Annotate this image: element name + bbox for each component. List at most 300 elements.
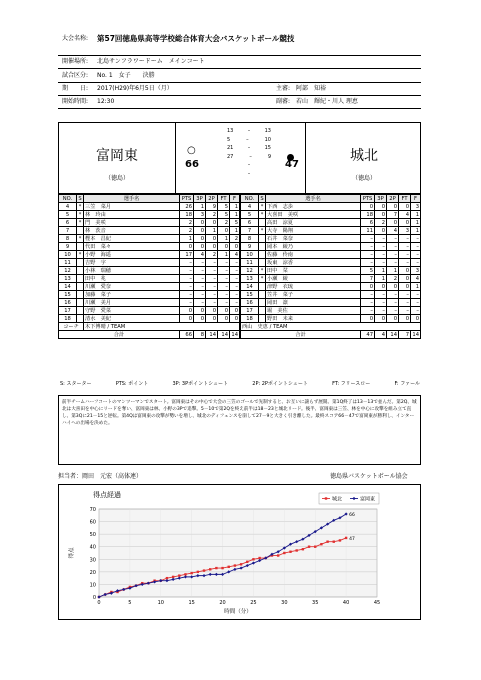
home-player-name: 小林 瑞穂 [84, 267, 180, 275]
away-player-f: 3 [411, 267, 421, 275]
referee-label: 主審: [276, 85, 291, 92]
home-player-pts: 17 [180, 251, 194, 259]
away-player-p3: – [375, 299, 387, 307]
away-player-p3: 0 [375, 227, 387, 235]
home-player-name: 守野 愛菜 [84, 307, 180, 315]
away-player-name: 岡田 凛 [266, 299, 361, 307]
away-player-p2: – [387, 251, 399, 259]
away-player-p2: 2 [387, 275, 399, 283]
away-player-s [259, 315, 266, 323]
home-player-p3: 1 [194, 203, 206, 211]
home-player-no: 17 [59, 307, 77, 315]
series-point [333, 540, 335, 542]
away-player-f: 1 [411, 211, 421, 219]
home-player-pts: – [180, 291, 194, 299]
home-player-pts: 0 [180, 307, 194, 315]
home-player-row [59, 219, 240, 227]
home-player-s [77, 267, 84, 275]
home-player-s: * [77, 219, 84, 227]
away-team-name: 城北 [350, 148, 378, 164]
home-player-f: 1 [230, 227, 240, 235]
abbrev-legend: S: スターター PTS: ポイント 3P: 3Pポイントシュート 2P: 2Pポイントシュート FT: フリースロー F: ファール [60, 381, 420, 387]
away-player-ft: 0 [399, 203, 411, 211]
away-player-s [259, 243, 266, 251]
away-player-s [259, 251, 266, 259]
away-player-s [259, 259, 266, 267]
away-player-pts: 7 [361, 275, 375, 283]
x-tick-label: 25 [250, 600, 257, 606]
away-player-no: 11 [241, 259, 259, 267]
away-player-ft: 0 [399, 275, 411, 283]
home-player-row [59, 211, 240, 219]
meet-name-label: 大会名称: [62, 35, 89, 42]
umpire-label: 副審: [276, 98, 291, 105]
home-coach: 木下博晴 / TEAM [84, 323, 240, 331]
score-box [58, 122, 421, 194]
away-player-name: 笠井 菜子 [266, 291, 361, 299]
home-player-ft: 0 [218, 307, 230, 315]
away-player-row [241, 315, 421, 323]
y-tick-label: 30 [89, 557, 96, 564]
home-player-f: – [230, 267, 240, 275]
y-tick-label: 50 [89, 532, 96, 539]
away-player-no: 16 [241, 299, 259, 307]
home-player-no: 9 [59, 243, 77, 251]
away-player-s: * [259, 275, 266, 283]
away-player-ft: 3 [399, 227, 411, 235]
home-player-row [59, 267, 240, 275]
away-player-row [241, 299, 421, 307]
home-player-no: 15 [59, 291, 77, 299]
away-player-no: 4 [241, 203, 259, 211]
home-player-pts: – [180, 259, 194, 267]
away-player-name: 下西 志歩 [266, 203, 361, 211]
home-player-s: * [77, 211, 84, 219]
home-player-f: 5 [230, 219, 240, 227]
home-player-ft: 0 [218, 315, 230, 323]
away-player-p2: – [387, 307, 399, 315]
home-player-ft: – [218, 267, 230, 275]
away-player-p3: – [375, 259, 387, 267]
away-player-p2: – [387, 291, 399, 299]
home-player-f: 0 [230, 315, 240, 323]
home-player-ft: 0 [218, 227, 230, 235]
home-player-pts: – [180, 267, 194, 275]
away-player-row [241, 227, 421, 235]
away-total-label: 合計 [241, 331, 361, 339]
home-player-name: 加藤 菜子 [84, 291, 180, 299]
home-player-name: 小野 海遥 [84, 251, 180, 259]
series-point [172, 576, 174, 578]
home-player-pts: – [180, 275, 194, 283]
home-player-p2: 0 [206, 243, 218, 251]
away-player-f: – [411, 299, 421, 307]
home-player-p3: – [194, 275, 206, 283]
away-player-ft: – [399, 299, 411, 307]
away-total-score: 47 [285, 159, 299, 170]
away-player-pts: 0 [361, 315, 375, 323]
series-point [234, 564, 236, 566]
home-player-name: 門 美咲 [84, 219, 180, 227]
reporter: 担当者：岡田 元宏（高体連） [58, 473, 143, 480]
home-player-pts: 26 [180, 203, 194, 211]
away-player-p2: 4 [387, 227, 399, 235]
away-player-p2: 0 [387, 203, 399, 211]
away-player-p2: 7 [387, 211, 399, 219]
game-summary: 前半チームハーフコートのマンツーマンでスタート。富岡東はその中心で大会の三笠のゴールで先制すると、お互いに譲らず展開。第1Q終了は13－13で並んだ。第2Q、城北は大喜田を中心にリードを奪い、富岡東は林、小野の3Pで追撃。5－10で第2Qを終え前半は18－23と城北リード。後半、富岡東は三笠、林を中心に攻撃を組み立て直し、第3Qに21－15と逆転。第4Qは富岡東の攻撃が勢いを増し、城北のディフェンスを崩して27－9と大きく引き離した。最終スコア66－47で富岡東が勝利し、インターハイへの出場を決めた。 [58, 395, 421, 465]
away-player-row [241, 203, 421, 211]
away-player-p3: 0 [375, 315, 387, 323]
venue-label: 開催場所: [62, 58, 89, 65]
home-player-f: 1 [230, 211, 240, 219]
home-player-s [77, 259, 84, 267]
y-tick-label: 40 [89, 544, 96, 551]
chart-svg [59, 485, 422, 621]
home-player-s [77, 243, 84, 251]
series-point [345, 537, 347, 539]
home-player-row [59, 235, 240, 243]
series-point [215, 567, 217, 569]
home-player-ft: 5 [218, 203, 230, 211]
home-player-p2: 2 [206, 251, 218, 259]
home-player-pts: 0 [180, 243, 194, 251]
away-player-p2: 0 [387, 283, 399, 291]
home-player-no: 12 [59, 267, 77, 275]
home-player-row [59, 243, 240, 251]
away-player-row [241, 211, 421, 219]
away-player-name: 堀 美佐 [266, 307, 361, 315]
end-label-away: 47 [349, 536, 355, 542]
home-player-p2: 1 [206, 227, 218, 235]
home-player-p3: 0 [194, 219, 206, 227]
away-player-s [259, 307, 266, 315]
home-player-ft: – [218, 299, 230, 307]
home-player-row [59, 291, 240, 299]
series-point [197, 571, 199, 573]
away-player-s [259, 283, 266, 291]
away-player-row [241, 267, 421, 275]
away-player-p2: – [387, 235, 399, 243]
home-player-p3: – [194, 291, 206, 299]
x-tick-label: 45 [373, 600, 381, 606]
home-player-pts: 18 [180, 211, 194, 219]
away-player-row [241, 243, 421, 251]
away-player-f: 1 [411, 219, 421, 227]
away-player-row [241, 259, 421, 267]
away-player-no: 15 [241, 291, 259, 299]
away-player-no: 13 [241, 275, 259, 283]
away-player-p3: – [375, 251, 387, 259]
away-player-pts: – [361, 299, 375, 307]
home-player-row [59, 203, 240, 211]
home-player-name: 樫本 昌紀 [84, 235, 180, 243]
y-axis-label: 得点 [69, 547, 75, 559]
home-player-p2: – [206, 259, 218, 267]
away-player-name: 野田 未来 [266, 315, 361, 323]
home-player-row [59, 307, 240, 315]
away-player-f: 0 [411, 315, 421, 323]
away-player-row [241, 291, 421, 299]
association: 徳島県バスケットボール協会 [330, 473, 408, 480]
away-player-no: 18 [241, 315, 259, 323]
away-player-name: 坂東 涼香 [266, 259, 361, 267]
away-player-p3: 2 [375, 219, 387, 227]
home-player-f: 2 [230, 235, 240, 243]
away-player-f: – [411, 307, 421, 315]
away-player-f: 1 [411, 283, 421, 291]
home-player-name: 川瀬 愛奈 [84, 283, 180, 291]
away-player-no: 6 [241, 219, 259, 227]
home-player-s: * [77, 251, 84, 259]
away-player-row [241, 235, 421, 243]
away-player-pts: 0 [361, 283, 375, 291]
home-player-s: * [77, 203, 84, 211]
series-point [314, 546, 316, 548]
home-player-p3: 4 [194, 251, 206, 259]
away-player-pts: – [361, 307, 375, 315]
series-point [209, 568, 211, 570]
home-player-row [59, 251, 240, 259]
meet-name: 第57回徳島県高等学校総合体育大会バスケットボール競技 [97, 34, 295, 43]
home-player-s [77, 299, 84, 307]
home-player-p2: 0 [206, 315, 218, 323]
home-player-f: 1 [230, 203, 240, 211]
home-player-f: – [230, 259, 240, 267]
y-tick-label: 60 [89, 519, 96, 526]
away-player-row [241, 283, 421, 291]
home-stats-table: NO. S 選手名 PTS 3P 2P FT F 4 * 三笠 菜月 26 1 9 5 1 5 * 林 玲由 18 3 2 5 1 6 * 門 美咲 2 0 0 2 5 7 林 茨音 2 0 1 0 1 8 * 樫本 昌紀 1 0 0 1 2 9 代田 菜々 0 0 0 0 0 10 * 小野 海遥 17 4 2 1 4 11 吉野 宇 – – – – – 12 小林 瑞穂 – – – – – 13 田中 兆 – – – – – 14 川瀬 愛奈 – – – – – 15 加藤 菜子 – – – – – 16 川瀬 美月 – – – – – 17 守野 愛菜 0 0 0 0 0 18 清水 美紀 0 0 0 0 0 コーチ 木下博晴 / TEAM 合計 66 8 14 14 14 [58, 194, 240, 339]
home-player-no: 8 [59, 235, 77, 243]
away-player-p3: – [375, 291, 387, 299]
away-player-p2: – [387, 299, 399, 307]
away-player-p3: – [375, 307, 387, 315]
away-player-no: 10 [241, 251, 259, 259]
home-player-f: 0 [230, 243, 240, 251]
date: 2017(H29)年6月5日（月） [97, 85, 173, 92]
away-player-p2: 0 [387, 219, 399, 227]
away-player-p2: – [387, 259, 399, 267]
score-progress-chart [58, 484, 421, 620]
x-tick-label: 35 [312, 600, 319, 606]
home-total-score: 66 [185, 159, 199, 170]
away-player-ft: – [399, 291, 411, 299]
away-player-s [259, 219, 266, 227]
x-tick-label: 30 [281, 600, 288, 606]
away-player-no: 5 [241, 211, 259, 219]
away-player-name: 高田 涼夏 [266, 219, 361, 227]
quarter-scores: 13 – 13 5 – 10 21 – 15 27 – 9 – – [227, 128, 271, 177]
home-player-p2: 2 [206, 211, 218, 219]
home-player-p2: – [206, 283, 218, 291]
home-total-label: 合計 [59, 331, 180, 339]
home-player-p2: – [206, 291, 218, 299]
away-player-name: 大寺 陽翔 [266, 227, 361, 235]
home-player-row [59, 283, 240, 291]
home-player-f: – [230, 275, 240, 283]
home-player-p2: 0 [206, 307, 218, 315]
series-point [252, 558, 254, 560]
away-player-pts: 5 [361, 267, 375, 275]
away-player-pts: – [361, 243, 375, 251]
home-player-no: 7 [59, 227, 77, 235]
away-player-f: – [411, 235, 421, 243]
x-tick-label: 15 [188, 600, 195, 606]
x-tick-label: 20 [219, 600, 226, 606]
umpire: 若山 輝紀・川人 理恵 [296, 98, 358, 105]
series-point [178, 574, 180, 576]
away-player-ft: 0 [399, 315, 411, 323]
home-player-pts: – [180, 283, 194, 291]
home-player-p3: 0 [194, 307, 206, 315]
home-player-s [77, 291, 84, 299]
chart-title: 得点経過 [93, 491, 121, 499]
home-player-p3: – [194, 259, 206, 267]
away-player-pts: – [361, 259, 375, 267]
away-player-pts: – [361, 235, 375, 243]
away-player-pts: – [361, 291, 375, 299]
home-player-s [77, 227, 84, 235]
away-player-ft: – [399, 307, 411, 315]
x-tick-label: 10 [157, 600, 164, 606]
away-player-name: 田中 栞 [266, 267, 361, 275]
away-player-p3: 0 [375, 283, 387, 291]
home-player-ft: 1 [218, 251, 230, 259]
home-pref: （徳島） [104, 175, 129, 182]
away-player-s [259, 299, 266, 307]
series-point [246, 561, 248, 563]
home-player-p2: – [206, 267, 218, 275]
home-player-no: 13 [59, 275, 77, 283]
home-player-ft: – [218, 283, 230, 291]
division-label: 試合区分: [62, 72, 89, 79]
y-tick-label: 0 [92, 595, 96, 601]
home-player-p2: – [206, 275, 218, 283]
away-player-name: 小瀬 綾 [266, 275, 361, 283]
away-player-ft: 0 [399, 219, 411, 227]
away-player-row [241, 219, 421, 227]
home-player-name: 代田 菜々 [84, 243, 180, 251]
away-stats-table: NO. S 選手名 PTS 3P 2P FT F 4 * 下西 志歩 0 0 0 0 3 5 * 大喜田 美咲 18 0 7 4 1 6 高田 涼夏 6 2 0 0 1 7 * 大寺 陽翔 11 0 4 3 1 8 石井 菜奈 – – – – – 9 岡本 綾乃 – – – – – 10 佐藤 伶南 – – – – – 11 坂東 涼香 – – – – – 12 * 田中 栞 5 1 1 0 3 13 * 小瀬 綾 7 1 2 0 4 14 津野 衣琉 0 0 0 0 1 15 笠井 菜子 – – – – – 16 岡田 凛 – – – – – 17 堀 美佐 – – – – – 18 野田 未来 0 0 0 0 0 西山 史恵 / TEAM 合計 47 4 14 7 14 [242, 195, 419, 338]
home-player-no: 10 [59, 251, 77, 259]
away-player-ft: – [399, 251, 411, 259]
home-player-name: 田中 兆 [84, 275, 180, 283]
away-player-row [241, 251, 421, 259]
x-tick-label: 0 [97, 600, 101, 606]
home-total-pts: 66 [180, 331, 194, 339]
home-player-name: 三笠 菜月 [84, 203, 180, 211]
away-player-s [259, 235, 266, 243]
away-player-f: – [411, 251, 421, 259]
series-point [258, 557, 260, 559]
series-point [339, 539, 341, 541]
away-player-ft: 0 [399, 283, 411, 291]
away-player-p2: 0 [387, 315, 399, 323]
home-player-p2: 0 [206, 219, 218, 227]
away-player-p3: 1 [375, 275, 387, 283]
away-player-ft: – [399, 243, 411, 251]
home-player-p2: 0 [206, 235, 218, 243]
home-player-pts: 2 [180, 219, 194, 227]
away-player-ft: – [399, 259, 411, 267]
home-player-ft: 0 [218, 243, 230, 251]
home-player-p3: – [194, 283, 206, 291]
y-tick-label: 20 [89, 569, 96, 576]
away-player-name: 大喜田 美咲 [266, 211, 361, 219]
home-player-no: 18 [59, 315, 77, 323]
away-player-f: – [411, 259, 421, 267]
away-player-no: 12 [241, 267, 259, 275]
start-label: 開始時間: [62, 98, 89, 105]
home-player-pts: 0 [180, 315, 194, 323]
start-time: 12:30 [97, 98, 115, 105]
home-player-pts: – [180, 299, 194, 307]
home-player-ft: 1 [218, 235, 230, 243]
home-player-name: 吉野 宇 [84, 259, 180, 267]
series-point [283, 552, 285, 554]
home-player-p2: – [206, 299, 218, 307]
home-player-s [77, 315, 84, 323]
away-player-ft: – [399, 235, 411, 243]
home-player-no: 11 [59, 259, 77, 267]
home-player-pts: 2 [180, 227, 194, 235]
away-player-pts: 6 [361, 219, 375, 227]
away-player-p3: – [375, 235, 387, 243]
away-pref: （徳島） [351, 175, 376, 182]
home-player-ft: 2 [218, 219, 230, 227]
away-total-pts: 47 [361, 331, 375, 339]
away-player-row [241, 275, 421, 283]
home-player-row [59, 315, 240, 323]
home-player-p3: – [194, 267, 206, 275]
away-player-pts: 11 [361, 227, 375, 235]
home-player-row [59, 299, 240, 307]
away-player-ft: 4 [399, 211, 411, 219]
away-player-no: 9 [241, 243, 259, 251]
y-tick-label: 70 [89, 507, 96, 513]
home-player-p3: 0 [194, 243, 206, 251]
home-player-f: 0 [230, 307, 240, 315]
home-player-no: 4 [59, 203, 77, 211]
away-player-no: 7 [241, 227, 259, 235]
home-player-row [59, 275, 240, 283]
away-player-row [241, 307, 421, 315]
home-player-s [77, 307, 84, 315]
home-player-name: 川瀬 美月 [84, 299, 180, 307]
away-player-no: 17 [241, 307, 259, 315]
home-player-p3: 0 [194, 235, 206, 243]
series-point [184, 573, 186, 575]
series-point [308, 546, 310, 548]
home-player-row [59, 259, 240, 267]
away-player-ft: 0 [399, 267, 411, 275]
away-player-s: * [259, 227, 266, 235]
series-point [240, 563, 242, 565]
away-player-p2: 1 [387, 267, 399, 275]
home-player-p3: 0 [194, 315, 206, 323]
y-tick-label: 10 [89, 582, 96, 589]
home-player-p3: 0 [194, 227, 206, 235]
home-player-p3: – [194, 299, 206, 307]
home-team-name: 富岡東 [96, 148, 138, 164]
away-player-no: 8 [241, 235, 259, 243]
legend-label-tomiokahigashi: 富岡東 [360, 496, 376, 503]
home-player-row [59, 227, 240, 235]
away-player-f: 3 [411, 203, 421, 211]
home-player-f: – [230, 283, 240, 291]
away-player-s: * [259, 203, 266, 211]
x-axis-label: 時間（分） [224, 609, 252, 615]
series-point [302, 548, 304, 550]
